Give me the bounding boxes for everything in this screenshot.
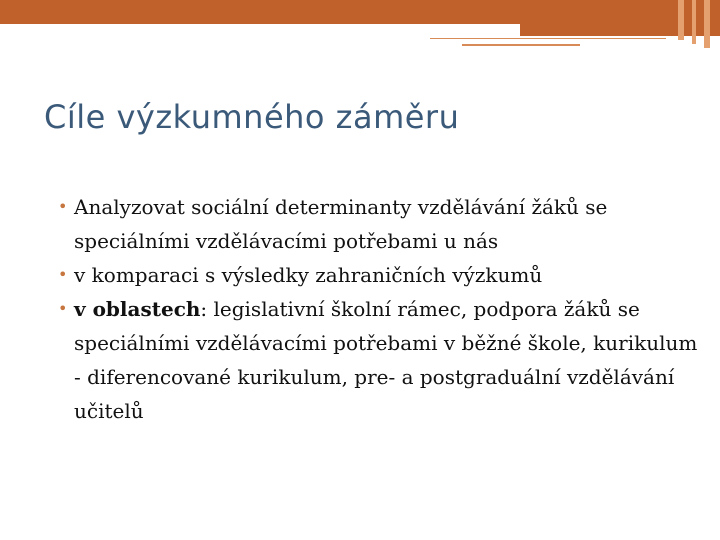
bullet-text: Analyzovat sociální determinanty vzdělávání žáků se speciálními vzdělávacími potřebami u nás bbox=[74, 195, 608, 253]
bullet-icon: • bbox=[58, 299, 68, 318]
header-stripe-1 bbox=[678, 0, 684, 40]
bullet-item bbox=[58, 190, 698, 258]
bullet-list bbox=[58, 190, 698, 428]
bullet-item bbox=[58, 258, 698, 292]
bullet-bold-prefix: v oblastech bbox=[74, 297, 201, 321]
bullet-icon: • bbox=[58, 197, 68, 216]
header-band-right bbox=[520, 0, 720, 36]
header-line-1 bbox=[430, 38, 666, 39]
header-line-2 bbox=[462, 44, 580, 46]
bullet-text: : legislativní školní rámec, podpora žáků se speciálními vzdělávacími potřebami v běžné škole, kurikulum - diferencované kurikulum, pre- a postgraduální vzdělávání učitelů bbox=[74, 297, 698, 423]
bullet-icon: • bbox=[58, 265, 68, 284]
slide-title: Cíle výzkumného záměru bbox=[44, 98, 460, 136]
bullet-item bbox=[58, 292, 698, 428]
bullet-text: v komparaci s výsledky zahraničních výzkumů bbox=[74, 263, 543, 287]
header-stripe-3 bbox=[704, 0, 710, 48]
header-stripe-2 bbox=[692, 0, 696, 44]
